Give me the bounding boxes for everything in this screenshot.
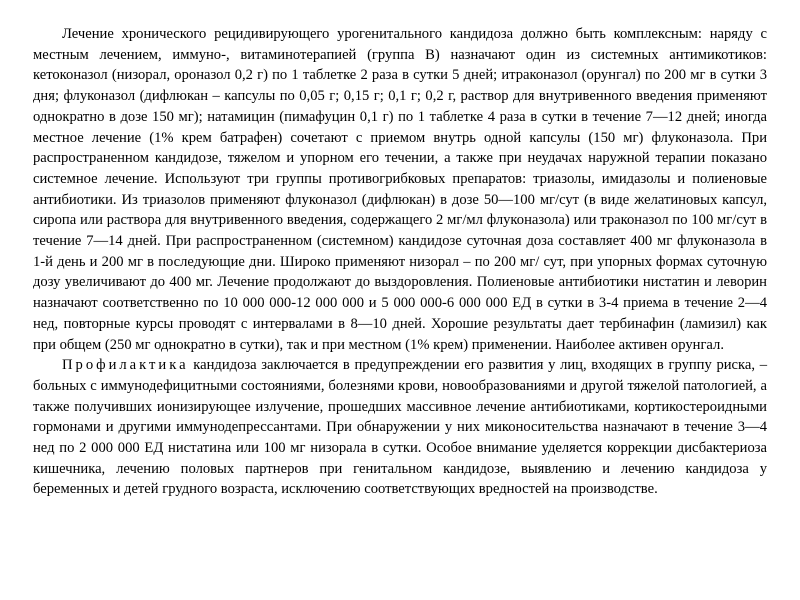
document-page bbox=[33, 24, 767, 500]
prevention-text: кандидоза заключается в предупреждении его развития у лиц, входящих в группу риска, – больных с иммунодефицитными состояниями, болезнями крови, новообразованиями и другой тяжелой патологией, а также получивших ионизирующее излучение, прошедших массивное лечение антибиотиками, кортикостероидными гормонами и другими иммунодепрессантами. При обнаружении у них миконосительства назначают в течение 3—4 нед по 2 000 000 ЕД нистатина или 100 мг низорала в сутки. Особое внимание уделяется коррекции дисбактериоза кишечника, лечению половых партнеров при генитальном кандидозе, выявлению и лечению кандидоза у беременных и детей грудного возраста, исключению соответствующих вредностей на производстве. bbox=[33, 357, 767, 498]
treatment-paragraph: Лечение хронического рецидивирующего урогенитального кандидоза должно быть комплексным: наряду с местным лечением, иммуно-, витаминотерапией (группа В) назначают один из системных антимикотиков: кетоконазол (низорал, ороназол 0,2 г) по 1 таблетке 2 раза в сутки 5 дней; итраконазол (орунгал) по 200 мг в сутки 3 дня; флуконазол (дифлюкан – капсулы по 0,05 г; 0,15 г; 0,1 г; 0,2 г, раствор для внутривенного введения применяют однократно в дозе 150 мг); натамицин (пимафуцин 0,1 г) по 1 таблетке 4 раза в сутки в течение 7—12 дней; иногда местное лечение (1% крем батрафен) сочетают с приемом внутрь одной капсулы (150 мг) флуконазола. При распространенном кандидозе, тяжелом и упорном его течении, а также при неудачах наружной терапии показано системное лечение. Используют три группы противогрибковых препаратов: триазолы, имидазолы и полиеновые антибиотики. Из триазолов применяют флуконазол (дифлюкан) в дозе 50—100 мг/сут (в виде желатиновых капсул, сиропа или раствора для внутривенного введения, содержащего 2 мг/мл флуконазола) или траконазол по 100 мг/сут в течение 7—14 дней. При распространенном (системном) кандидозе суточная доза составляет 400 мг флуконазола в 1-й день и 200 мг в последующие дни. Широко применяют низорал – по 200 мг/ сут, при упорных формах суточную дозу увеличивают до 400 мг. Лечение продолжают до выздоровления. Полиеновые антибиотики нистатин и леворин назначают соответственно по 10 000 000-12 000 000 и 5 000 000-6 000 000 ЕД в сутки в 3-4 приема в течение 2—4 нед, повторные курсы проводят с интервалами в 8—10 дней. Хорошие результаты дает тербинафин (ламизил) как при общем (250 мг однократно в сутки), так и при местном (1% крем) применении. Наиболее активен орунгал. bbox=[33, 26, 767, 353]
prevention-paragraph bbox=[33, 355, 767, 500]
prevention-lead-word: Профилактика bbox=[62, 357, 189, 374]
